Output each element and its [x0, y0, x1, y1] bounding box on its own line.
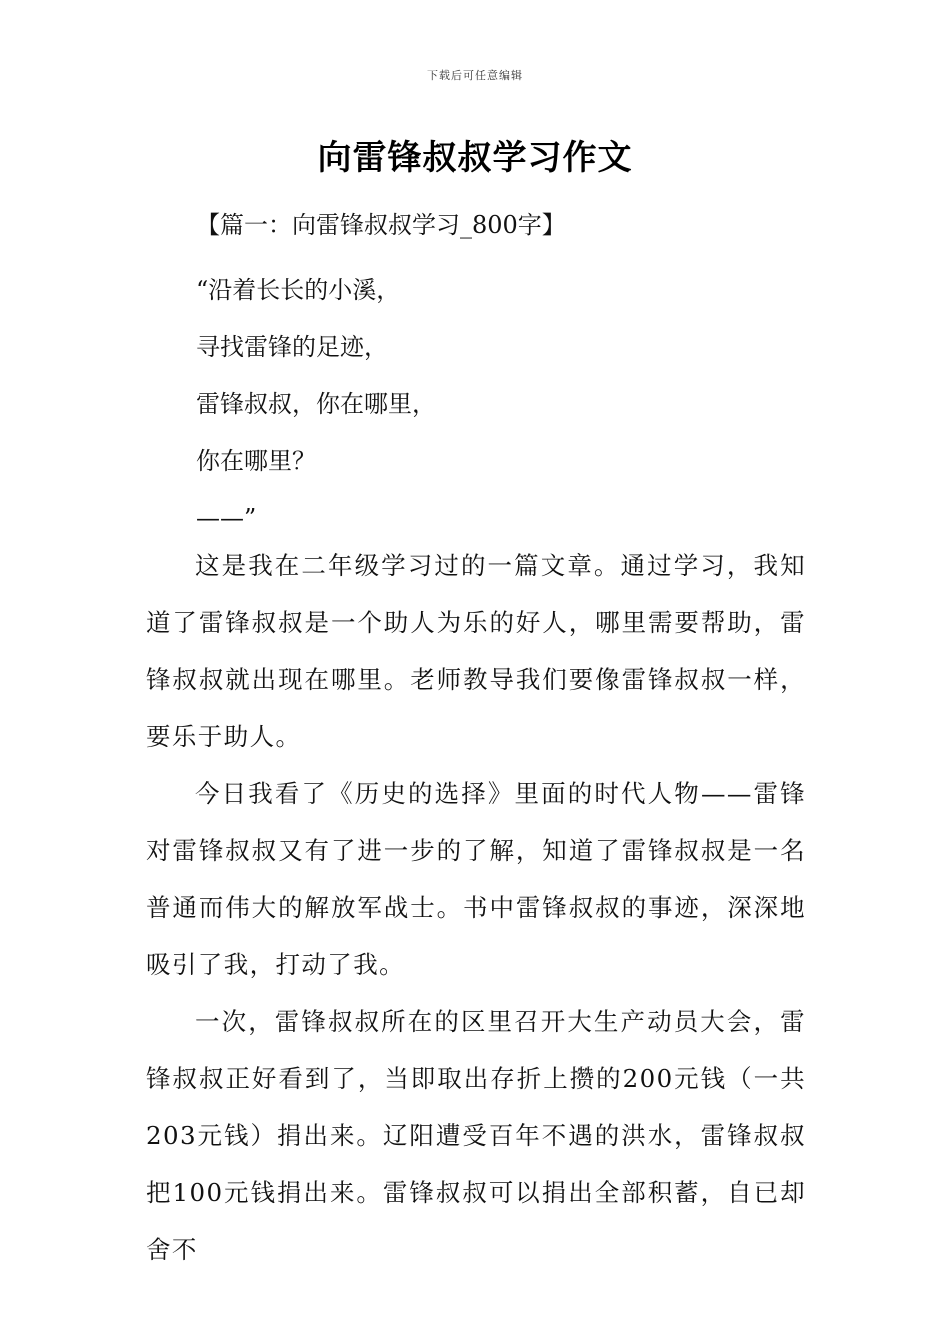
- section-heading: 【篇一：向雷锋叔叔学习_800字】: [196, 211, 566, 239]
- poem-line: ——”: [196, 504, 257, 532]
- poem-line: 寻找雷锋的足迹，: [196, 333, 388, 361]
- poem-block: [196, 262, 436, 547]
- page-title: 向雷锋叔叔学习作文: [317, 138, 633, 178]
- poem-line: 雷锋叔叔，你在哪里，: [196, 390, 436, 418]
- poem-line: “沿着长长的小溪，: [196, 276, 401, 304]
- poem-line: 你在哪里？: [196, 447, 316, 475]
- header-note: 下载后可任意编辑: [427, 69, 523, 82]
- paragraph: 一次，雷锋叔叔所在的区里召开大生产动员大会，雷锋叔叔正好看到了，当即取出存折上攒的200元钱（一共203元钱）捐出来。辽阳遭受百年不遇的洪水，雷锋叔叔把100元钱捐出来。雷锋叔叔可以捐出全部积蓄，自已却舍不: [146, 1007, 806, 1264]
- paragraph: 今日我看了《历史的选择》里面的时代人物——雷锋对雷锋叔叔又有了进一步的了解，知道了雷锋叔叔是一名普通而伟大的解放军战士。书中雷锋叔叔的事迹，深深地吸引了我，打动了我。: [146, 779, 806, 979]
- body-text: [146, 537, 806, 1278]
- paragraph: 这是我在二年级学习过的一篇文章。通过学习，我知道了雷锋叔叔是一个助人为乐的好人，哪里需要帮助，雷锋叔叔就出现在哪里。老师教导我们要像雷锋叔叔一样，要乐于助人。: [146, 551, 806, 751]
